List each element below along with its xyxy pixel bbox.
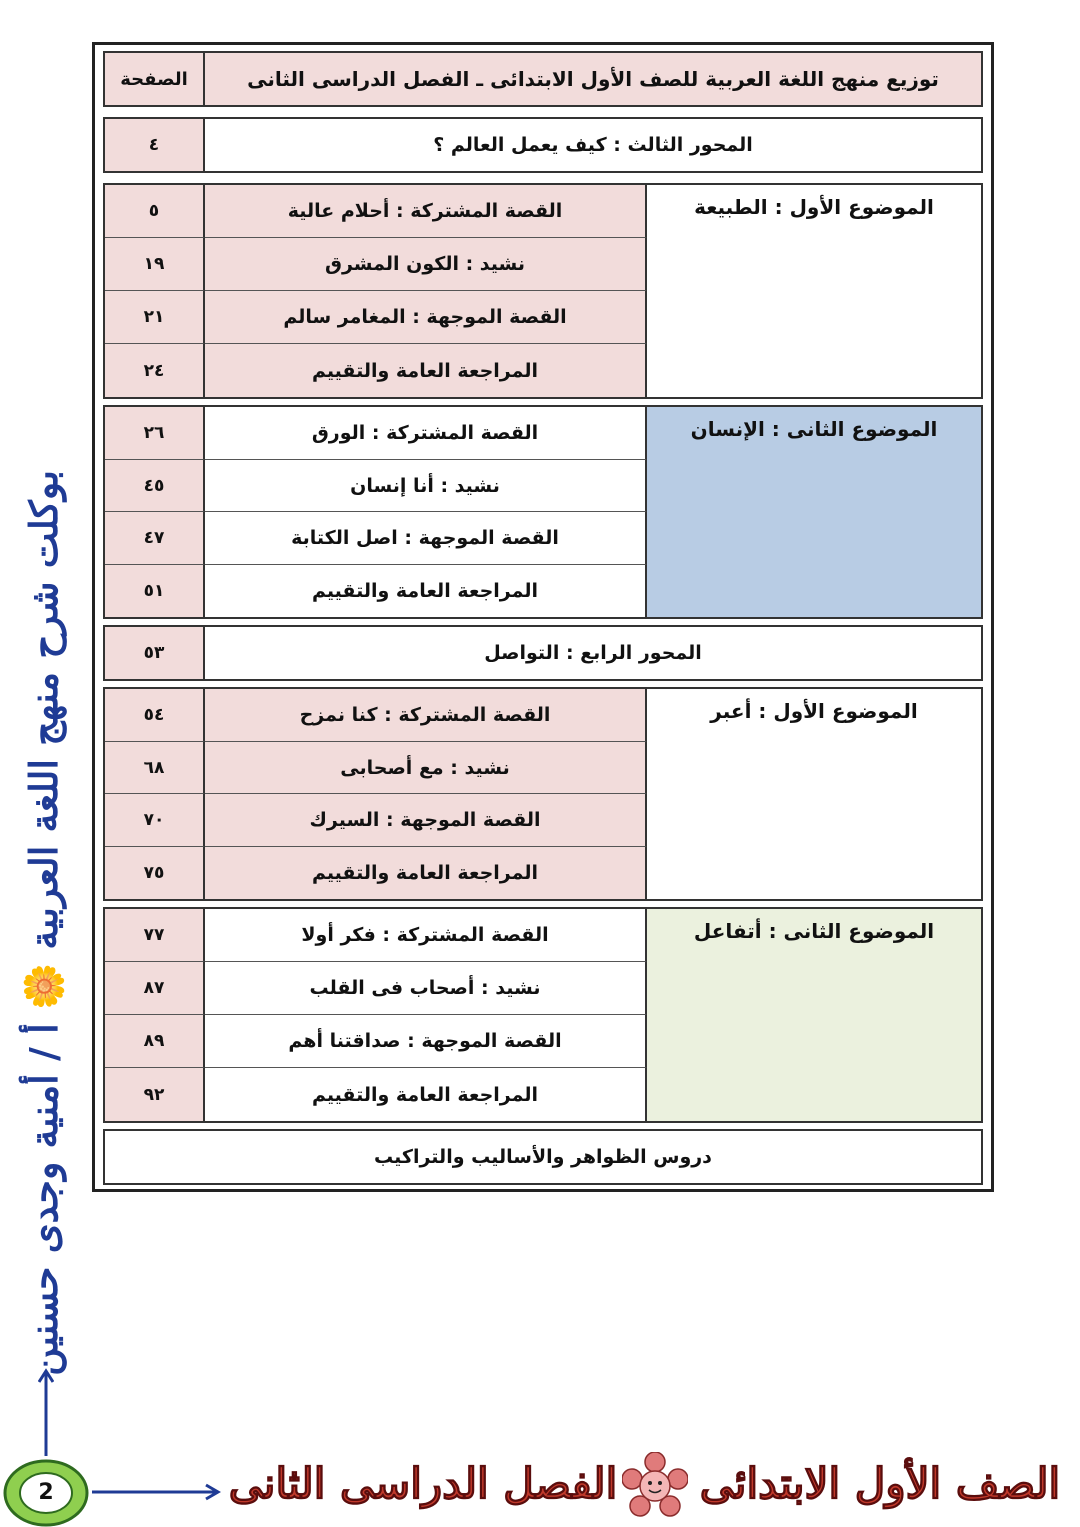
- axis-row: [103, 117, 983, 173]
- arrow-right-icon: [92, 1482, 222, 1502]
- lesson-title: المراجعة العامة والتقييم: [205, 1068, 647, 1121]
- lesson-title: القصة المشتركة : فكر أولا: [205, 909, 647, 962]
- lesson-title: نشيد : الكون المشرق: [205, 238, 647, 291]
- axis-row: [103, 625, 983, 681]
- lesson-page: ٥١: [105, 565, 205, 617]
- topic-block: [103, 687, 983, 901]
- topic-title: الموضوع الأول : الطبيعة: [694, 195, 934, 219]
- lesson-title: القصة الموجهة : السيرك: [205, 794, 647, 847]
- lesson-title: القصة المشتركة : أحلام عالية: [205, 185, 647, 238]
- topic-title: الموضوع الأول : أعبر: [710, 699, 918, 723]
- side-banner: [4, 470, 82, 1376]
- lesson-title: المراجعة العامة والتقييم: [205, 565, 647, 617]
- page-number-badge: [2, 1455, 90, 1527]
- lesson-page: ٩٢: [105, 1068, 205, 1121]
- lesson-page: ٧٧: [105, 909, 205, 962]
- table-header: [103, 51, 983, 107]
- topic-block: [103, 907, 983, 1123]
- lesson-page: ٤٧: [105, 512, 205, 565]
- lesson-page: ١٩: [105, 238, 205, 291]
- topic-block: [103, 405, 983, 619]
- lesson-title: القصة الموجهة : اصل الكتابة: [205, 512, 647, 565]
- lesson-title: المراجعة العامة والتقييم: [205, 847, 647, 899]
- lesson-page: ٧٥: [105, 847, 205, 899]
- lesson-page: ٥٤: [105, 689, 205, 742]
- lesson-title: القصة المشتركة : كنا نمزح: [205, 689, 647, 742]
- table-title: توزيع منهج اللغة العربية للصف الأول الابتدائى ـ الفصل الدراسى الثانى: [205, 53, 981, 105]
- lesson-page: ٥: [105, 185, 205, 238]
- lesson-page: ٢١: [105, 291, 205, 344]
- grammar-row: [103, 1129, 983, 1185]
- flower-icon: [622, 1452, 688, 1518]
- lesson-page: ٨٧: [105, 962, 205, 1015]
- axis-title: المحور الثالث : كيف يعمل العالم ؟: [433, 134, 753, 156]
- lesson-page: ٦٨: [105, 742, 205, 794]
- lesson-title: نشيد : أنا إنسان: [205, 460, 647, 512]
- side-banner-text: بوكلت شرح منهج اللغة العربية 🌼 أ / أمنية وجدى حسنين: [21, 470, 66, 1376]
- axis-title: المحور الرابع : التواصل: [484, 642, 702, 664]
- page-column-header: الصفحة: [105, 53, 205, 105]
- lesson-page: ٤٥: [105, 460, 205, 512]
- lesson-title: القصة الموجهة : المغامر سالم: [205, 291, 647, 344]
- lesson-title: نشيد : مع أصحابى: [205, 742, 647, 794]
- lesson-page: ٢٤: [105, 344, 205, 397]
- topic-block: [103, 183, 983, 399]
- lesson-page: ٧٠: [105, 794, 205, 847]
- footer-term: الفصل الدراسى الثانى: [228, 1458, 618, 1508]
- lesson-title: القصة الموجهة : صداقتنا أهم: [205, 1015, 647, 1068]
- arrow-up-icon: [38, 1368, 54, 1458]
- footer-grade: الصف الأول الابتدائى: [699, 1458, 1061, 1508]
- topic-title: الموضوع الثانى : أتفاعل: [647, 909, 981, 1121]
- axis-page: ٤: [105, 119, 205, 171]
- lesson-page: ٢٦: [105, 407, 205, 460]
- grammar-title: دروس الظواهر والأساليب والتراكيب: [374, 1146, 712, 1168]
- lesson-title: القصة المشتركة : الورق: [205, 407, 647, 460]
- lesson-title: المراجعة العامة والتقييم: [205, 344, 647, 397]
- curriculum-table: [92, 42, 994, 1192]
- axis-page: ٥٣: [105, 627, 205, 679]
- lesson-page: ٨٩: [105, 1015, 205, 1068]
- topic-title: الموضوع الثانى : الإنسان: [647, 407, 981, 617]
- lesson-title: نشيد : أصحاب فى القلب: [205, 962, 647, 1015]
- page-number: 2: [38, 1480, 54, 1505]
